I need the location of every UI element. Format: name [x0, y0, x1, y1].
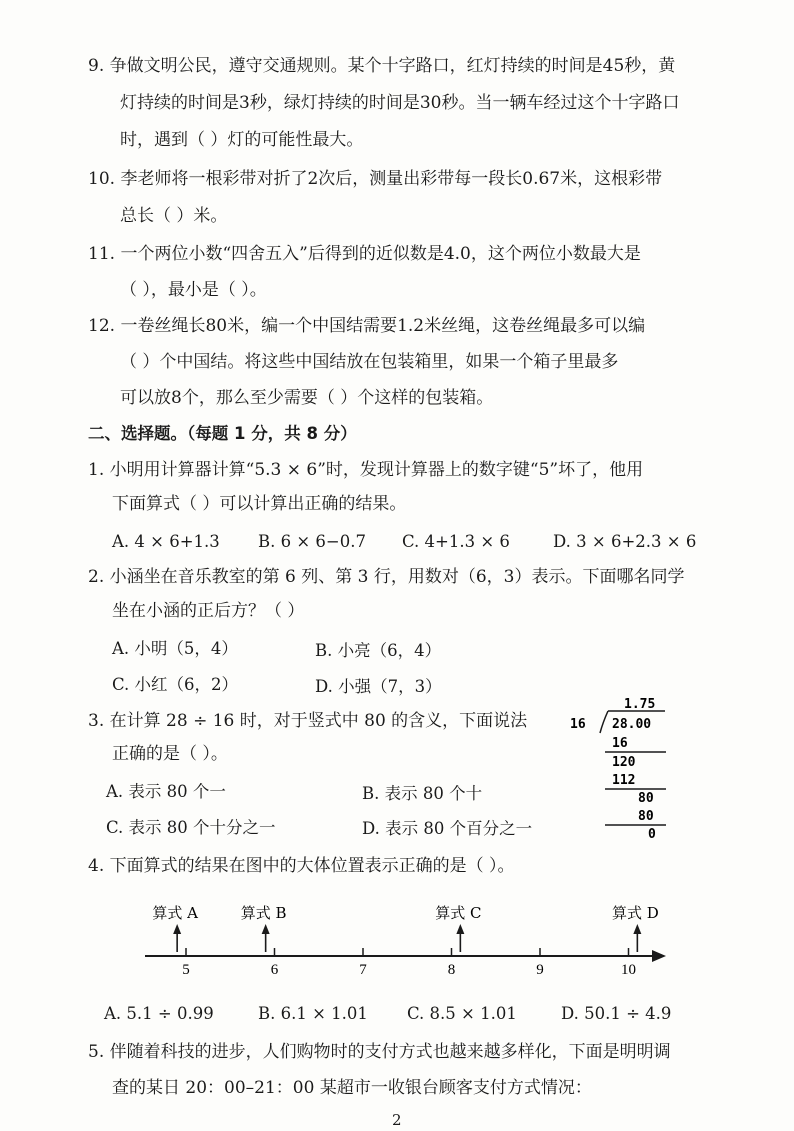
mc-q3-option-d: D. 表示 80 个百分之一 — [362, 819, 533, 838]
number-line-marker-label: 算式 D — [611, 904, 659, 922]
number-line-tick-label: 8 — [447, 962, 456, 978]
division-row-4: 80 — [638, 791, 654, 806]
division-bracket — [600, 711, 608, 733]
number-line-marker-label: 算式 B — [240, 904, 287, 922]
mc-q3-line1: 3. 在计算 28 ÷ 16 时，对于竖式中 80 的含义，下面说法 — [88, 711, 528, 731]
mc-q2-option-a: A. 小明（5，4） — [112, 639, 238, 658]
page-number: 2 — [392, 1111, 402, 1129]
division-quotient: 1.75 — [624, 697, 656, 712]
mc-q1-line2: 下面算式（ ）可以计算出正确的结果。 — [112, 494, 407, 514]
mc-q2-option-b: B. 小亮（6，4） — [315, 641, 442, 660]
division-row-2: 120 — [612, 755, 636, 770]
mc-q5-line1: 5. 伴随着科技的进步，人们购物时的支付方式也越来越多样化，下面是明明调 — [88, 1042, 671, 1062]
mc-q2-line1: 2. 小涵坐在音乐教室的第 6 列、第 3 行，用数对（6，3）表示。下面哪名同学 — [88, 567, 685, 587]
division-divisor: 16 — [570, 717, 586, 732]
mc-q2-line2: 坐在小涵的正后方？（ ） — [112, 601, 305, 621]
mc-q1-option-c: C. 4+1.3 × 6 — [402, 532, 510, 551]
number-line-arrow — [652, 950, 666, 962]
mc-q3-line2: 正确的是（ ）。 — [112, 744, 228, 764]
mc-q4-option-d: D. 50.1 ÷ 4.9 — [561, 1004, 672, 1023]
q9-line1: 9. 争做文明公民，遵守交通规则。某个十字路口，红灯持续的时间是45秒，黄 — [88, 56, 676, 76]
number-line-marker-arrowhead — [173, 924, 181, 934]
mc-q1-option-a: A. 4 × 6+1.3 — [112, 532, 220, 551]
mc-q4-line1: 4. 下面算式的结果在图中的大体位置表示正确的是（ ）。 — [88, 856, 515, 876]
division-row-6: 0 — [648, 827, 656, 842]
q10-line1: 10. 李老师将一根彩带对折了2次后，测量出彩带每一段长0.67米，这根彩带 — [88, 169, 663, 189]
number-line-marker-arrowhead — [262, 924, 270, 934]
division-row-1: 16 — [612, 736, 628, 751]
number-line-marker-label: 算式 A — [152, 904, 198, 922]
mc-q4-option-b: B. 6.1 × 1.01 — [258, 1004, 368, 1023]
number-line-marker-arrowhead — [456, 924, 464, 934]
q9-line3: 时，遇到（ ）灯的可能性最大。 — [120, 130, 364, 150]
division-dividend: 28.00 — [612, 717, 652, 732]
number-line-tick-label: 6 — [270, 962, 279, 978]
q11-line2: （ ），最小是（ ）。 — [120, 280, 267, 300]
mc-q1-option-d: D. 3 × 6+2.3 × 6 — [553, 532, 697, 551]
mc-q1-option-b: B. 6 × 6−0.7 — [258, 532, 366, 551]
number-line-tick-label: 10 — [621, 962, 636, 978]
q10-line2: 总长（ ）米。 — [120, 206, 228, 226]
mc-q2-option-c: C. 小红（6，2） — [112, 675, 239, 694]
q9-line2: 灯持续的时间是3秒，绿灯持续的时间是30秒。当一辆车经过这个十字路口 — [120, 93, 680, 113]
number-line-marker-arrowhead — [633, 924, 641, 934]
mc-q2-option-d: D. 小强（7，3） — [315, 677, 442, 696]
division-row-5: 80 — [638, 809, 654, 824]
mc-q3-option-b: B. 表示 80 个十 — [362, 784, 483, 803]
section-heading: 二、选择题。（每题 1 分，共 8 分） — [88, 424, 357, 443]
mc-q3-option-a: A. 表示 80 个一 — [106, 782, 226, 801]
q12-line2: （ ）个中国结。将这些中国结放在包装箱里，如果一个箱子里最多 — [120, 352, 619, 372]
q11-line1: 11. 一个两位小数“四舍五入”后得到的近似数是4.0，这个两位小数最大是 — [88, 244, 641, 264]
division-row-3: 112 — [612, 773, 636, 788]
mc-q1-line1: 1. 小明用计算器计算“5.3 × 6”时，发现计算器上的数字键“5”坏了，他用 — [88, 460, 644, 480]
number-line-marker-label: 算式 C — [435, 904, 482, 922]
number-line-tick-label: 5 — [182, 962, 190, 978]
mc-q3-option-c: C. 表示 80 个十分之一 — [106, 818, 276, 837]
mc-q5-line2: 查的某日 20：00–21：00 某超市一收银台顾客支付方式情况： — [112, 1078, 592, 1098]
number-line-tick-label: 7 — [359, 962, 367, 978]
q12-line3: 可以放8个，那么至少需要（ ）个这样的包装箱。 — [120, 388, 494, 408]
mc-q4-option-c: C. 8.5 × 1.01 — [407, 1004, 517, 1023]
q12-line1: 12. 一卷丝绳长80米，编一个中国结需要1.2米丝绳，这卷丝绳最多可以编 — [88, 316, 646, 336]
mc-q4-option-a: A. 5.1 ÷ 0.99 — [104, 1004, 214, 1023]
number-line-tick-label: 9 — [536, 962, 544, 978]
